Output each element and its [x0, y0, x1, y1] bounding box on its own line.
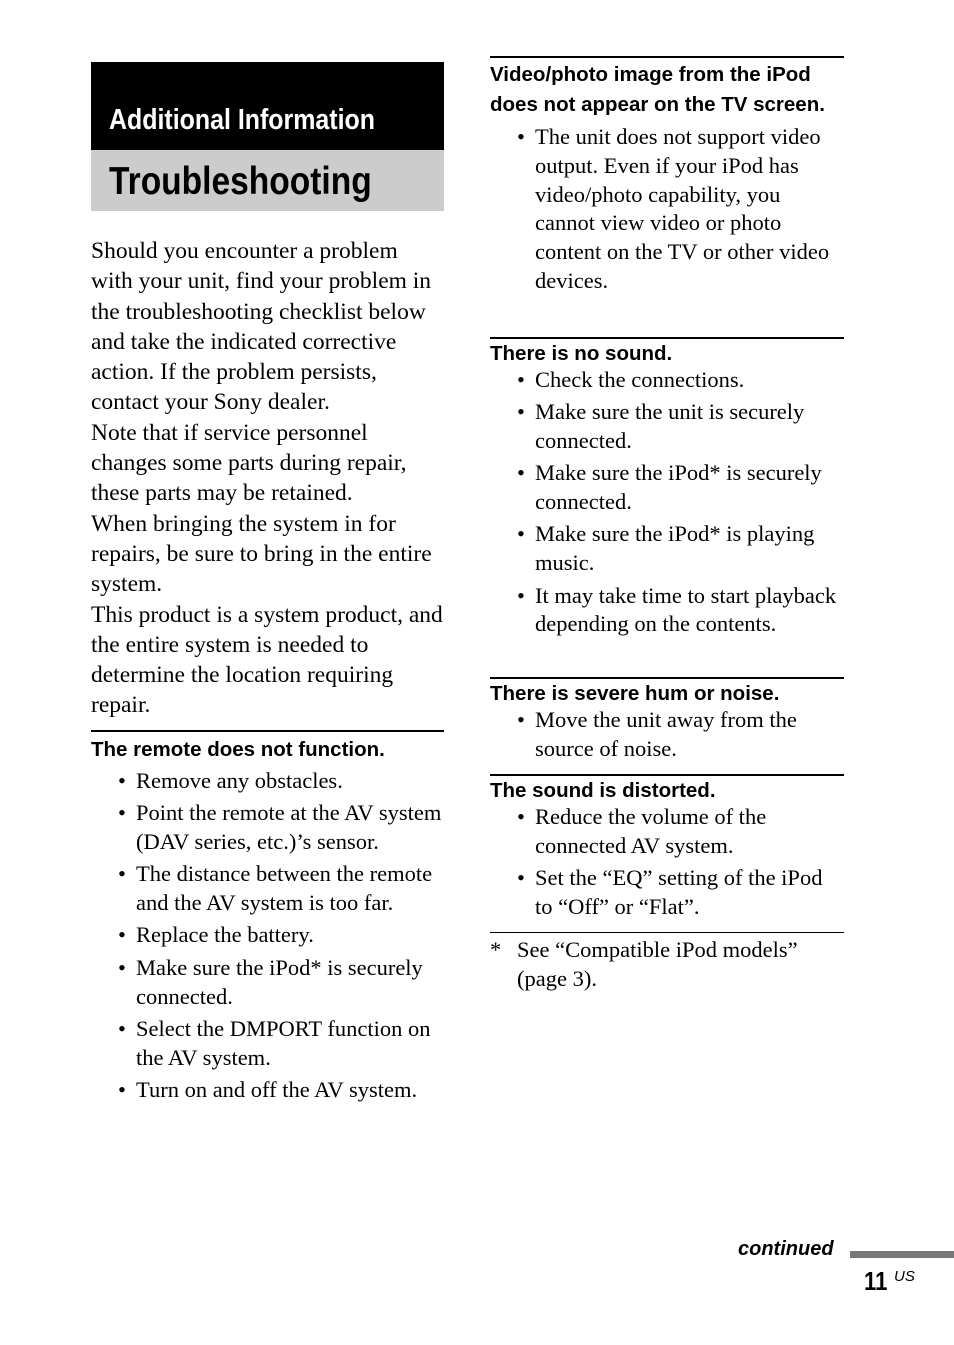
- remote-section: [91, 730, 444, 1108]
- nosound-list: [490, 366, 844, 639]
- list-item: • The unit does not support video output. Even if your iPod has video/photo capability, you cannot view video or photo content on the TV or other video devices.: [490, 123, 844, 296]
- list-item: • Make sure the iPod* is securely connected.: [490, 459, 844, 517]
- continued-bar: [850, 1251, 954, 1258]
- hum-list: [490, 706, 844, 764]
- intro-paragraph: When bringing the system in for repairs, be sure to bring in the entire system.: [91, 510, 432, 598]
- hum-section: [490, 677, 844, 767]
- distorted-heading: The sound is distorted.: [490, 779, 716, 802]
- list-item: • Set the “EQ” setting of the iPod to “Off” or “Flat”.: [490, 864, 844, 922]
- video-heading: Video/photo image from the iPod does not appear on the TV screen.: [490, 63, 825, 116]
- list-item: • Replace the battery.: [91, 921, 444, 950]
- footnote-section: [490, 932, 844, 994]
- page-number: 11: [864, 1266, 888, 1296]
- hum-heading: There is severe hum or noise.: [490, 682, 780, 705]
- nosound-heading: There is no sound.: [490, 342, 673, 365]
- remote-list: [91, 767, 444, 1105]
- intro-text: [91, 236, 444, 721]
- intro-paragraph: Should you encounter a problem with your unit, find your problem in the troubleshooting checklist below and take the indicated corrective action. If the problem persists, contact your Sony dealer.: [91, 238, 432, 416]
- list-item: • Make sure the iPod* is playing music.: [490, 520, 844, 578]
- list-item: • Turn on and off the AV system.: [91, 1076, 444, 1105]
- video-section: [490, 56, 844, 299]
- section-banner: [91, 62, 444, 150]
- intro-paragraph: Note that if service personnel changes some parts during repair, these parts may be retained.: [91, 419, 407, 507]
- intro-paragraph: This product is a system product, and the entire system is needed to determine the location requiring repair.: [91, 601, 443, 719]
- section-label: Additional Information: [109, 104, 376, 136]
- list-item: • Remove any obstacles.: [91, 767, 444, 796]
- list-item: • It may take time to start playback depending on the contents.: [490, 582, 844, 640]
- list-item: • Reduce the volume of the connected AV system.: [490, 803, 844, 861]
- list-item: • Make sure the unit is securely connected.: [490, 398, 844, 456]
- footnote-text: See “Compatible iPod models” (page 3).: [517, 937, 798, 991]
- distorted-section: [490, 774, 844, 925]
- remote-heading: The remote does not function.: [91, 738, 385, 761]
- video-list: [490, 123, 844, 296]
- distorted-list: [490, 803, 844, 922]
- list-item: • Move the unit away from the source of noise.: [490, 706, 844, 764]
- continued-label: continued: [738, 1238, 834, 1260]
- nosound-section: [490, 337, 844, 643]
- footnote-mark: *: [490, 937, 502, 962]
- list-item: • Point the remote at the AV system (DAV series, etc.)’s sensor.: [91, 799, 444, 857]
- list-item: • The distance between the remote and the AV system is too far.: [91, 860, 444, 918]
- list-item: • Select the DMPORT function on the AV system.: [91, 1015, 444, 1073]
- title-banner: [91, 150, 444, 211]
- page-title: Troubleshooting: [109, 160, 372, 203]
- page-suffix: US: [894, 1268, 915, 1285]
- list-item: • Check the connections.: [490, 366, 844, 395]
- list-item: • Make sure the iPod* is securely connected.: [91, 954, 444, 1012]
- footnote: [490, 936, 844, 994]
